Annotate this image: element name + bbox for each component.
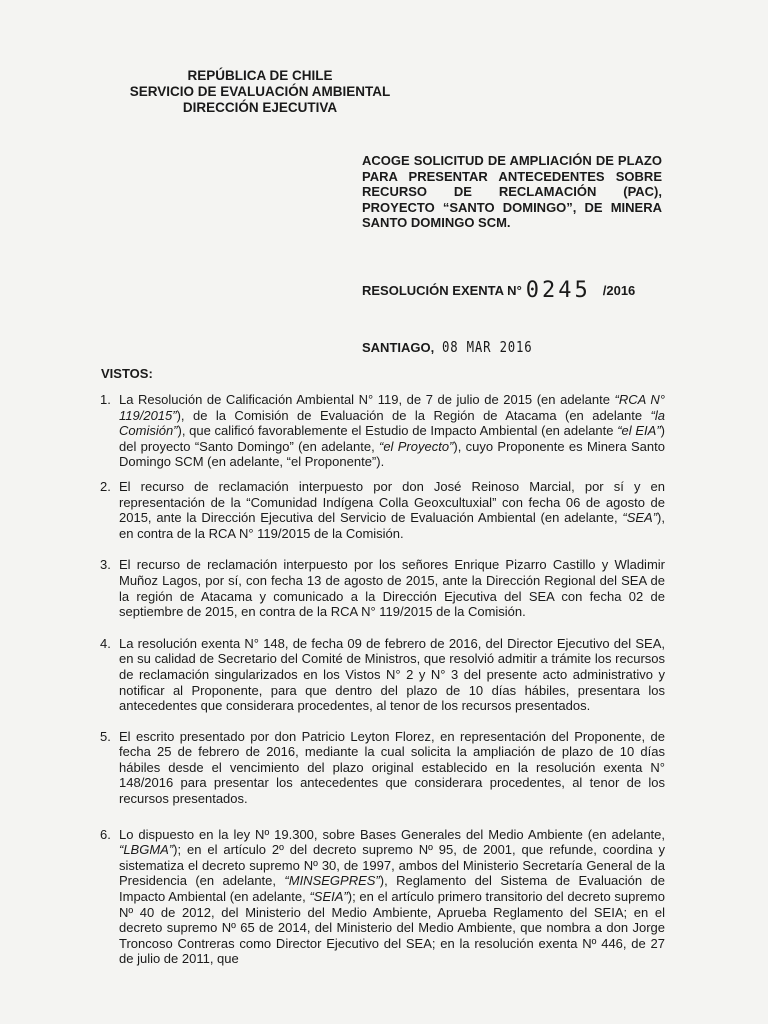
vistos-text: ), que calificó favorablemente el Estudio de Impacto Ambiental (en adelante (177, 423, 618, 439)
vistos-text: ), en contra de la RCA N° 119/2015 de la Comisión. (119, 510, 665, 541)
place-date-line (362, 338, 662, 356)
header-direction: DIRECCIÓN EJECUTIVA (182, 100, 338, 115)
vistos-defined-term: “SEA” (622, 510, 658, 526)
issuer-header (110, 68, 410, 116)
vistos-item-number: 6. (100, 826, 111, 842)
resolution-label: RESOLUCIÓN EXENTA N° (362, 283, 522, 298)
vistos-defined-term: “MINSEGPRES” (284, 873, 380, 889)
vistos-text: ); en el artículo primero transitorio del decreto supremo Nº 40 de 2012, del Ministerio del Medio Ambiente, Aprueba Reglamento del SEIA; en el decreto supremo Nº 65 de 2014, del Ministerio del Medio Ambiente, que nombra a don Jorge Troncoso Contreras como Director Ejecutivo del SEA; en la resolución exenta Nº 446, de 27 de julio de 2011, que (119, 889, 665, 967)
vistos-list (100, 392, 665, 984)
resolution-number-stamp: 0245 (525, 278, 591, 303)
vistos-text: ), de la Comisión de Evaluación de la Región de Atacama (en adelante (176, 407, 651, 423)
header-service: SERVICIO DE EVALUACIÓN AMBIENTAL (129, 84, 391, 99)
vistos-text: La Resolución de Calificación Ambiental N° 119, de 7 de julio de 2015 (en adelante (119, 392, 615, 407)
vistos-text: La resolución exenta N° 148, de fecha 09 de febrero de 2016, del Director Ejecutivo del SEA, en su calidad de Secretario del Comité de Ministros, que resolvió admitir a trámite los recursos de reclamación singularizados en los Vistos N° 2 y N° 3 del presente acto administrativo y notificar al Proponente, para que dentro del plazo de 10 días hábiles, presentara los antecedentes que considerara procedentes, al tenor de los recursos presentados. (119, 635, 665, 714)
vistos-item-number: 2. (100, 478, 111, 494)
vistos-text: ) del proyecto “Santo Domingo” (en adelante, (119, 423, 665, 454)
resolution-subject: ACOGE SOLICITUD DE AMPLIACIÓN DE PLAZO PARA PRESENTAR ANTECEDENTES SOBRE RECURSO DE RECLAMACIÓN (PAC), PROYECTO “SANTO DOMINGO”, DE MINERA SANTO DOMINGO SCM. (362, 153, 662, 230)
vistos-text: ), cuyo Proponente es Minera Santo Domingo SCM (en adelante, “el Proponente”). (119, 438, 665, 470)
header-country: REPÚBLICA DE CHILE (187, 68, 333, 83)
vistos-defined-term: “RCA N° 119/2015” (119, 392, 665, 423)
vistos-item (100, 479, 665, 541)
vistos-defined-term: “la Comisión” (119, 407, 665, 439)
vistos-item (100, 827, 665, 967)
vistos-defined-term: “SEIA” (309, 889, 348, 905)
vistos-text: ); en el artículo 2º del decreto supremo Nº 95, de 2001, que refunde, coordina y sistematiza el decreto supremo Nº 30, de 1997, ambos del Ministerio Secretaría General de la Presidencia (en adelante, (119, 842, 665, 889)
date-stamp: 08 MAR 2016 (441, 338, 533, 356)
vistos-defined-term: “el EIA” (617, 423, 661, 439)
vistos-text: El recurso de reclamación interpuesto por don José Reinoso Marcial, por sí y en representación de la “Comunidad Indígena Colla Geoxcultuxial” con fecha 06 de agosto de 2015, ante la Dirección Ejecutiva del Servicio de Evaluación Ambiental (en adelante, (119, 478, 665, 526)
vistos-heading: VISTOS: (101, 366, 153, 381)
vistos-text: El escrito presentado por don Patricio Leyton Florez, en representación del Proponente, de fecha 25 de febrero de 2016, mediante la cual solicita la ampliación de plazo de 10 días hábiles desde el vencimiento del plazo original establecido en la resolución exenta N° 148/2016 para presentar los antecedentes que considerara procedentes, al tenor de los recursos presentados. (119, 728, 665, 807)
vistos-item (100, 729, 665, 807)
vistos-defined-term: “LBGMA” (119, 842, 174, 858)
vistos-item-number: 4. (100, 635, 111, 651)
vistos-item (100, 557, 665, 619)
vistos-item (100, 636, 665, 714)
vistos-text: Lo dispuesto en la ley Nº 19.300, sobre Bases Generales del Medio Ambiente (en adelante, (119, 826, 665, 842)
vistos-defined-term: “el Proyecto” (379, 438, 454, 454)
resolution-number-line (362, 278, 672, 303)
vistos-item-number: 1. (100, 392, 111, 407)
resolution-year: /2016 (602, 283, 636, 298)
vistos-item-number: 3. (100, 557, 111, 573)
vistos-text: ), Reglamento del Sistema de Evaluación de Impacto Ambiental (en adelante, (119, 873, 665, 905)
vistos-item-number: 5. (100, 728, 111, 744)
vistos-text: El recurso de reclamación interpuesto por los señores Enrique Pizarro Castillo y Wladimir Muñoz Lagos, por sí, con fecha 13 de agosto de 2015, ante la Dirección Regional del SEA de la región de Atacama y comunicado a la Dirección Ejecutiva del SEA con fecha 02 de septiembre de 2015, en contra de la RCA N° 119/2015 de la Comisión. (119, 557, 665, 620)
vistos-item (100, 392, 665, 470)
place-label: SANTIAGO, (362, 340, 435, 355)
